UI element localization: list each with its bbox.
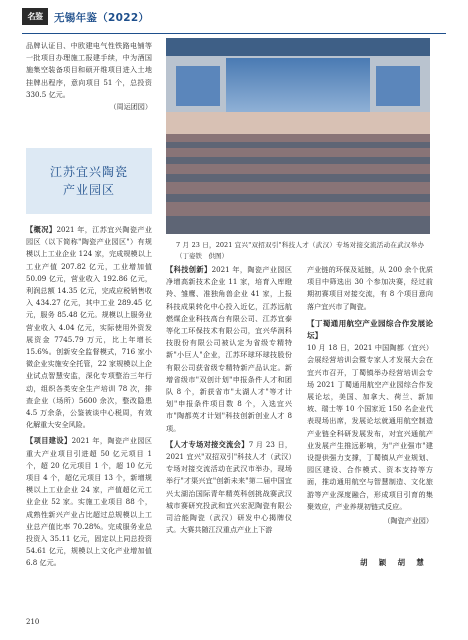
source-credit: （周运团园） <box>109 102 152 112</box>
tech-lead: 【科技创新】 <box>166 265 212 274</box>
conference-photo-art <box>166 38 430 234</box>
overview-paragraph <box>26 224 152 431</box>
talent-paragraph <box>166 439 292 537</box>
overview-lead: 【概况】 <box>26 225 57 234</box>
tech-paragraph <box>166 264 292 435</box>
photo-caption: 7 月 23 日，2021 宜兴"双招双引"科技人才（武汉）专场对接交流活动在武汉举办 （丁姿铁 供图） <box>176 241 431 260</box>
yearbook-logo: 名鉴 <box>22 8 48 25</box>
header-divider <box>22 33 446 34</box>
section-title-line-1: 江苏宜兴陶瓷 <box>49 165 128 179</box>
column-2-body <box>166 264 292 536</box>
talent-text: 7 月 23 日，2021 宜兴"双招双引"科技人才（武汉）专场对接交流活动在武汉市举办，现场举行"才渠兴宜"创新未来"第二届中国宜兴太湖治国际青年精英科创挑战赛武汉城市赛研究投武和宜兴宏泥陶瓷有限公司洽能陶瓷（武汉）研发中心揭牌仪式。大赛共随江汉重点产业上下游 <box>166 439 292 535</box>
column-3-body <box>307 264 433 527</box>
section-title-line-2: 产业园区 <box>62 183 115 197</box>
page-header <box>22 6 446 28</box>
column-1-top <box>26 40 152 113</box>
source-credit: （陶瓷产业园） <box>383 516 433 526</box>
aviation-heading: 【丁蜀通用航空产业园综合作发展论坛】 <box>307 318 433 341</box>
column-1-body <box>26 224 152 570</box>
author-names: 胡 颖 胡 慧 <box>360 558 426 567</box>
overview-text: 2021 年，江苏宜兴陶瓷产业园区（以下简称"陶瓷产业园区"）有规模以上工业企业 124 家，完成规模以上工业产值 207.82 亿元，工业增加值 50.09 亿元，营业收入 192.86 亿元，利润总额 14.35 亿元，完成应税销售收入 434.27 亿元，其中工业 289.45 亿元，服务 85.48 亿元。规模以上服务业营业收入 4.04 亿元，实际使用外资发展资金 7745.79 万元，比上年增长 15.6%。创新安全监督模式，716 家小微企业实施安全托管，22 家规模以上企业试点智慧安监，深化专项整治三年行动，组织各类安全生产培训 78 次，排查企业（场所）5600 余次，整改隐患 4.5 万余条，公鉴被谈中心税周，有效化解重大安全风险。 <box>26 225 152 430</box>
page-number: 210 <box>26 618 40 626</box>
project-lead: 【项目建设】 <box>26 436 72 446</box>
section-title-block <box>26 148 152 214</box>
project-text: 2021 年，陶瓷产业园区重大产业项目引进超 50 亿元项目 1 个，超 20 亿元项目 1 个，超 10 亿元项目 4 个，超亿元项目 13 个，新增规模以上工业企业 24 家，产值超亿元工业企业 52 家。实施工业项目 88 个，成熟性新兴产业占比超过总规模以上工业总产值比率 70.28%。完成服务业总投资入 35.11 亿元，固定以上同总投资 54.61 亿元，规模以上文化产业增加值 6.8 亿元。 <box>26 436 152 568</box>
talent-lead: 【人才专场对接交流会】 <box>166 439 249 449</box>
aviation-text: 10 月 18 日，2021 中国陶都（宜兴）会展经营培训会暨专家人才发展大会在宜兴市召开，丁蜀镇举办经营培训会专场 2021 丁蜀通用航空产业园综合作发展论坛，美国、加拿大、荷兰、新加坡、瑞士等 10 个国家近 150 名企业代表现场出席，发展论坛就通用航空制造产业链全科研发展发布，对宜兴通航产业发展产生推远影响，为"产业强市"建设提供强力支撑，丁蜀镇从产业规划、园区建设、合作模式、资本支持等方面，推动通用航空与智慧制造、文化旅游等产业深度融合，形成项目引育的集聚效应，产业养规初链式反应。 <box>307 343 433 511</box>
tech-text: 2021 年，陶瓷产业园区净增高新技术企业 11 家，培育入库瞪羚、雏鹰、准独角兽企业 41 家，上报科技成果转化中心投入近亿，江苏远航燃煤企业科技高台有限公司、江苏宜泰等化工环保技术有限公司，宜兴华润科技股份有限公司被认定为省级专精特新"小巨人"企业，江苏环球环球技股份有限公司获省级专精特新产品认定。新增省级市"双创计划"申报条件人才和团队 8 个，新获省市"太湖人才"等才计划"申报条件项目数 8 个，入选宜兴市"陶都英才计划"科技创新创业人才 8 项。 <box>166 265 292 433</box>
conference-photo <box>166 38 430 234</box>
article-continuation: 品牌认证目、中欧建电气性铁路电铺等一批项目办理施工报建手续，中为酒国施集空装备项目和硕开维项目进入土地挂牌出程序，意向项目 51 个，总投资 330.5 亿元。 <box>26 41 152 99</box>
yearbook-title: 无锡年鉴（2022） <box>54 12 150 24</box>
project-paragraph <box>26 435 152 569</box>
talent-continuation: 产业链的环保及延链，从 200 余个优质项目中筛选出 30 个参加决赛，经过前期初赛项目对接交流，有 8 个项目意向落户宜兴市了陶瓷。 <box>307 265 433 311</box>
